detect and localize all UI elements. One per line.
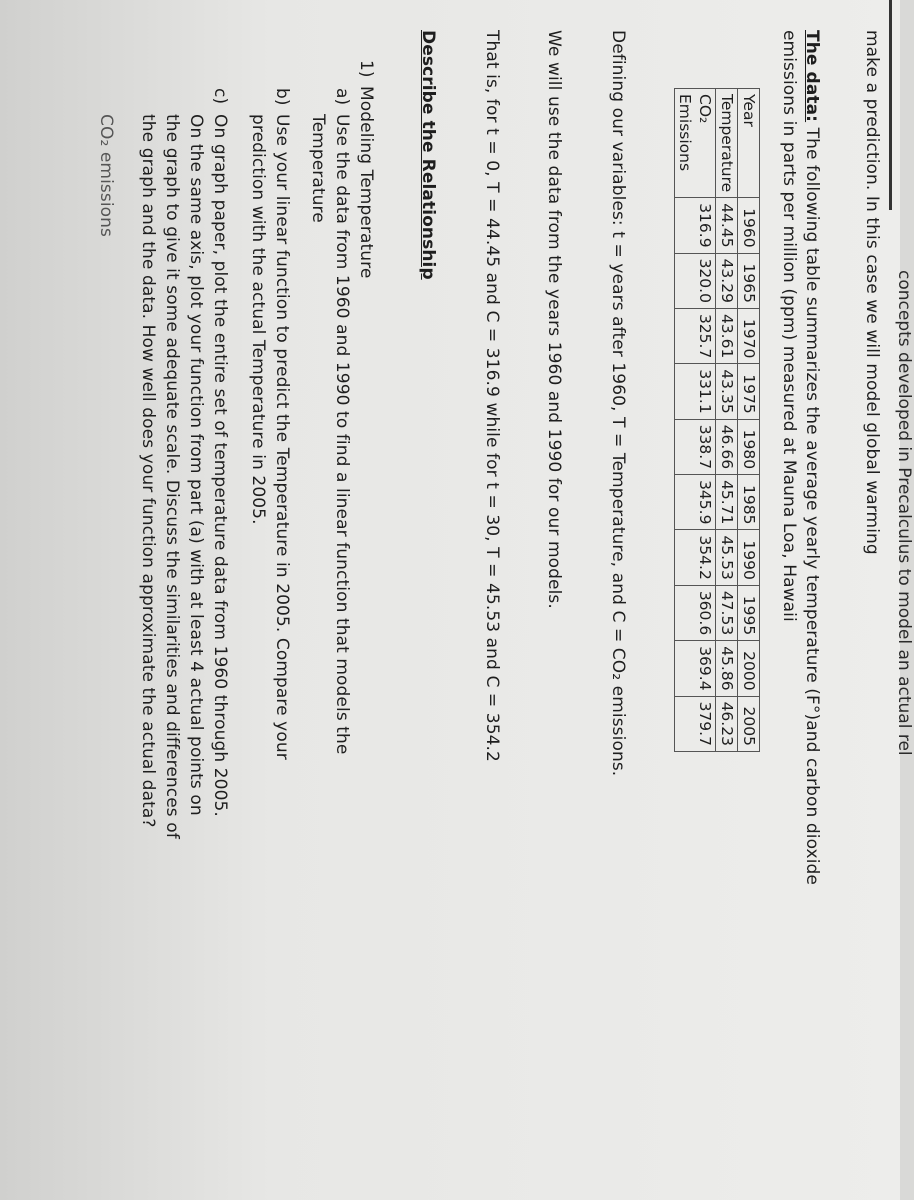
question-1 xyxy=(356,60,376,278)
cut-off-top-text: concepts developed in Precalculus to model an actual rel xyxy=(894,270,914,756)
temperature-cell: 45.86 xyxy=(716,641,738,696)
intro-line: make a prediction. In this case we will model global warming xyxy=(862,30,882,555)
co2-cell: 325.7 xyxy=(694,308,716,363)
co2-cell: 354.2 xyxy=(694,530,716,585)
year-cell: 2000 xyxy=(738,641,760,696)
question-a-line-1: a)Use the data from 1960 and 1990 to find a linear function that models the xyxy=(332,88,352,755)
row-label-year: Year xyxy=(738,89,760,198)
data-description-line-2: emissions in parts per million (ppm) measured at Mauna Loa, Hawaii xyxy=(779,30,799,622)
emissions-row xyxy=(675,89,695,752)
question-c-line-4: the graph and the data. How well does your function approximate the actual data? xyxy=(138,114,158,828)
row-label-emissions: Emissions xyxy=(675,89,695,198)
year-cell: 1975 xyxy=(738,364,760,419)
use-data-sentence: We will use the data from the years 1960 and 1990 for our models. xyxy=(544,30,564,609)
temperature-cell: 43.29 xyxy=(716,253,738,308)
year-cell: 1980 xyxy=(738,419,760,474)
co2-cell: 360.6 xyxy=(694,585,716,640)
year-cell: 1965 xyxy=(738,253,760,308)
temperature-cell: 46.23 xyxy=(716,696,738,751)
question-1-number: 1) xyxy=(356,60,376,78)
co2-cell: 316.9 xyxy=(694,198,716,253)
year-cell: 1995 xyxy=(738,585,760,640)
data-label: The data: xyxy=(802,30,822,123)
question-a-letter: a) xyxy=(332,88,352,106)
temperature-cell: 43.61 xyxy=(716,308,738,363)
row-label-co2: CO₂ xyxy=(694,89,716,198)
temperature-cell: 47.53 xyxy=(716,585,738,640)
that-is-sentence: That is, for t = 0, T = 44.45 and C = 316.9 while for t = 30, T = 45.53 and C = 354.2 xyxy=(482,30,502,762)
section-heading: Describe the Relationship xyxy=(418,30,438,280)
question-c-letter: c) xyxy=(210,88,230,105)
year-row xyxy=(738,89,760,752)
co2-cell: 369.4 xyxy=(694,641,716,696)
year-cell: 1970 xyxy=(738,308,760,363)
cut-off-bottom-text: CO₂ emissions xyxy=(96,114,116,237)
year-cell: 2005 xyxy=(738,696,760,751)
co2-cell: 320.0 xyxy=(694,253,716,308)
question-a-line-2: Temperature xyxy=(308,114,328,223)
year-cell: 1990 xyxy=(738,530,760,585)
temperature-cell: 44.45 xyxy=(716,198,738,253)
co2-cell: 331.1 xyxy=(694,364,716,419)
temperature-row xyxy=(716,89,738,752)
data-description-line-1 xyxy=(802,30,822,885)
temperature-cell: 45.53 xyxy=(716,530,738,585)
question-b-line-1: b)Use your linear function to predict the Temperature in 2005. Compare your xyxy=(272,88,292,760)
question-b-letter: b) xyxy=(272,88,292,106)
question-c-line-1: c)On graph paper, plot the entire set of temperature data from 1960 through 2005. xyxy=(210,88,230,817)
top-rule xyxy=(889,0,892,210)
temperature-cell: 43.35 xyxy=(716,364,738,419)
co2-cell: 379.7 xyxy=(694,696,716,751)
question-c-line-2: On the same axis, plot your function from part (a) with at least 4 actual points on xyxy=(186,114,206,816)
question-1-title: Modeling Temperature xyxy=(356,86,376,279)
temperature-cell: 46.66 xyxy=(716,419,738,474)
year-cell: 1960 xyxy=(738,198,760,253)
co2-row xyxy=(694,89,716,752)
question-c-line-3: the graph to give it some adequate scale. Discuss the similarities and differences of xyxy=(162,114,182,839)
question-b-line-2: prediction with the actual Temperature in 2005. xyxy=(248,114,268,525)
co2-cell: 338.7 xyxy=(694,419,716,474)
data-description-text: The following table summarizes the average yearly temperature (F°)and carbon dioxide xyxy=(802,122,822,885)
temperature-cell: 45.71 xyxy=(716,475,738,530)
co2-cell: 345.9 xyxy=(694,475,716,530)
row-label-temperature: Temperature xyxy=(716,89,738,198)
defining-variables: Defining our variables: t = years after 1960, T = Temperature, and C = CO₂ emissions. xyxy=(608,30,628,777)
temperature-emissions-table xyxy=(674,88,760,752)
year-cell: 1985 xyxy=(738,475,760,530)
